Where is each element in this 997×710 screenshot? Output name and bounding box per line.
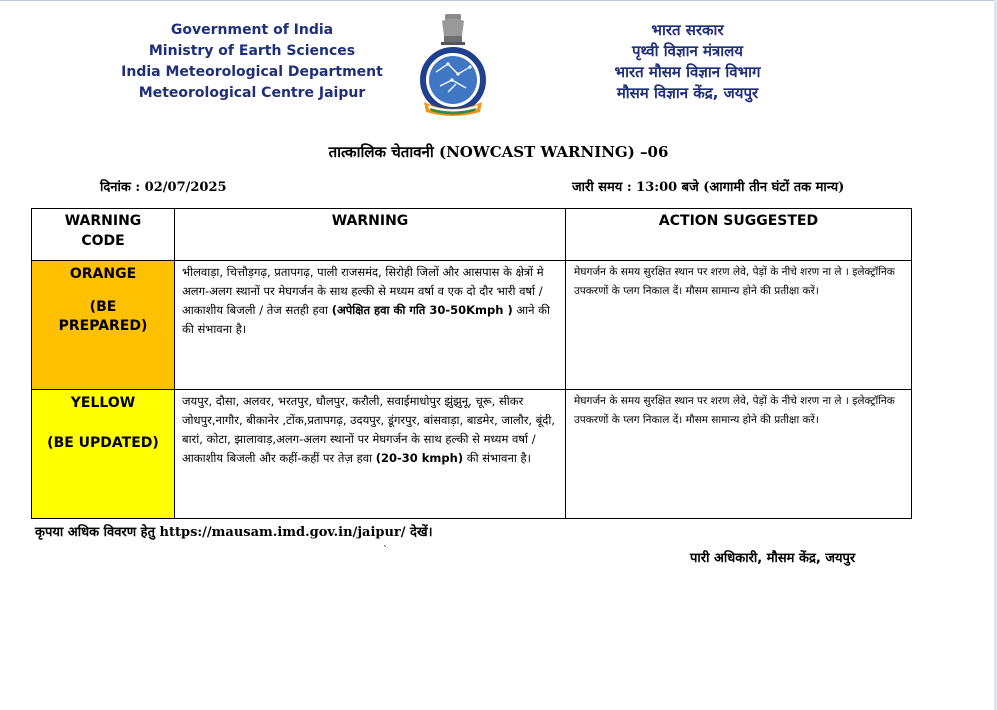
- hindi-line-centre: मौसम विज्ञान केंद्र, जयपुर: [616, 84, 759, 102]
- orange-warning-bold: (अपेक्षित हवा की गति 30-50Kmph ): [331, 303, 513, 317]
- header-line-ministry: Ministry of Earth Sciences: [148, 43, 356, 59]
- imd-logo-icon: [418, 12, 488, 116]
- more-info-prefix: कृपया अधिक विवरण हेतु: [35, 525, 160, 540]
- more-info-suffix: देखें।: [405, 525, 433, 540]
- orange-code-cell: [32, 261, 175, 390]
- issued-time-line: जारी समय : 13:00 बजे (आगामी तीन घंटों तक मान्य): [572, 180, 845, 195]
- table-row: [32, 261, 912, 390]
- stray-mark: `: [383, 545, 388, 556]
- yellow-code-sub: (BE UPDATED): [47, 435, 159, 451]
- yellow-action-cell: मेघगर्जन के समय सुरक्षित स्थान पर शरण लेवे, पेड़ों के नीचे शरण ना ले । इलेक्ट्रॉनिक उपकरणों के प्लग निकाल दें। मौसम सामान्य होने की प्रतीक्षा करें।: [566, 390, 912, 519]
- top-border: [0, 0, 997, 1]
- table-header-row: [32, 209, 912, 261]
- header-warning: WARNING: [175, 209, 566, 261]
- hindi-line-ministry: पृथ्वी विज्ञान मंत्रालय: [631, 42, 744, 60]
- hindi-line-department: भारत मौसम विज्ञान विभाग: [614, 63, 761, 81]
- header-action-suggested: ACTION SUGGESTED: [566, 209, 912, 261]
- yellow-code-cell: [32, 390, 175, 519]
- orange-code-label: ORANGE: [69, 266, 137, 282]
- hindi-header: [580, 20, 795, 104]
- orange-code-sub: (BE PREPARED): [58, 299, 148, 334]
- header-line-government: Government of India: [170, 22, 334, 38]
- page-title: तात्कालिक चेतावनी (NOWCAST WARNING) –06: [328, 143, 669, 161]
- more-info-link[interactable]: https://mausam.imd.gov.in/jaipur/: [159, 525, 406, 540]
- yellow-code-label: YELLOW: [70, 395, 136, 411]
- yellow-warning-text: जयपुर, दौसा, अलवर, भरतपुर, धौलपुर, करौली, सवाईमाधोपुर झुंझुनू, चूरू, सीकर जोधपुर,नागौर, बीकानेर ,टोंक,प्रतापगढ़, उदयपुर, डूंगरपुर, बांसवाड़ा, बाडमेर, जालौर, बूंदी, बारां, कोटा, झालावाड़,अलग-अलग स्थानों पर मेघगर्जन के साथ हल्की से मध्यम वर्षा / आकाशीय बिजली और कहीं-कहीं पर तेज़ हवा: [182, 394, 556, 465]
- header-warning-code: WARNING CODE: [32, 209, 175, 261]
- orange-warning-tail: आने की की संभावना है।: [182, 303, 550, 336]
- yellow-warning-tail: की संभावना है।: [463, 451, 531, 465]
- english-header: [118, 20, 386, 104]
- table-row: [32, 390, 912, 519]
- orange-action-cell: मेघगर्जन के समय सुरक्षित स्थान पर शरण लेवे, पेड़ों के नीचे शरण ना ले । इलेक्ट्रॉनिक उपकरणों के प्लग निकाल दें। मौसम सामान्य होने की प्रतीक्षा करें।: [566, 261, 912, 390]
- signature-line: पारी अधिकारी, मौसम केंद्र, जयपुर: [690, 551, 856, 566]
- date-line: दिनांक : 02/07/2025: [100, 180, 227, 195]
- warning-table: [31, 208, 912, 519]
- orange-warning-cell: [175, 261, 566, 390]
- yellow-warning-bold: (20-30 kmph): [375, 451, 464, 465]
- orange-warning-text: भीलवाड़ा, चित्तौड़गढ़, प्रतापगढ़, पाली राजसमंद, सिरोही जिलों और आसपास के क्षेत्रों मे अलग-अलग स्थानों पर मेघगर्जन के साथ हल्की से मध्यम वर्षा व एक दो दौर भारी वर्षा /आकाशीय बिजली / तेज सतही हवा: [182, 265, 544, 317]
- more-info-line: [35, 522, 433, 540]
- header-line-centre: Meteorological Centre Jaipur: [138, 85, 366, 101]
- hindi-line-government: भारत सरकार: [651, 21, 724, 39]
- header-line-department: India Meteorological Department: [121, 64, 383, 80]
- yellow-warning-cell: [175, 390, 566, 519]
